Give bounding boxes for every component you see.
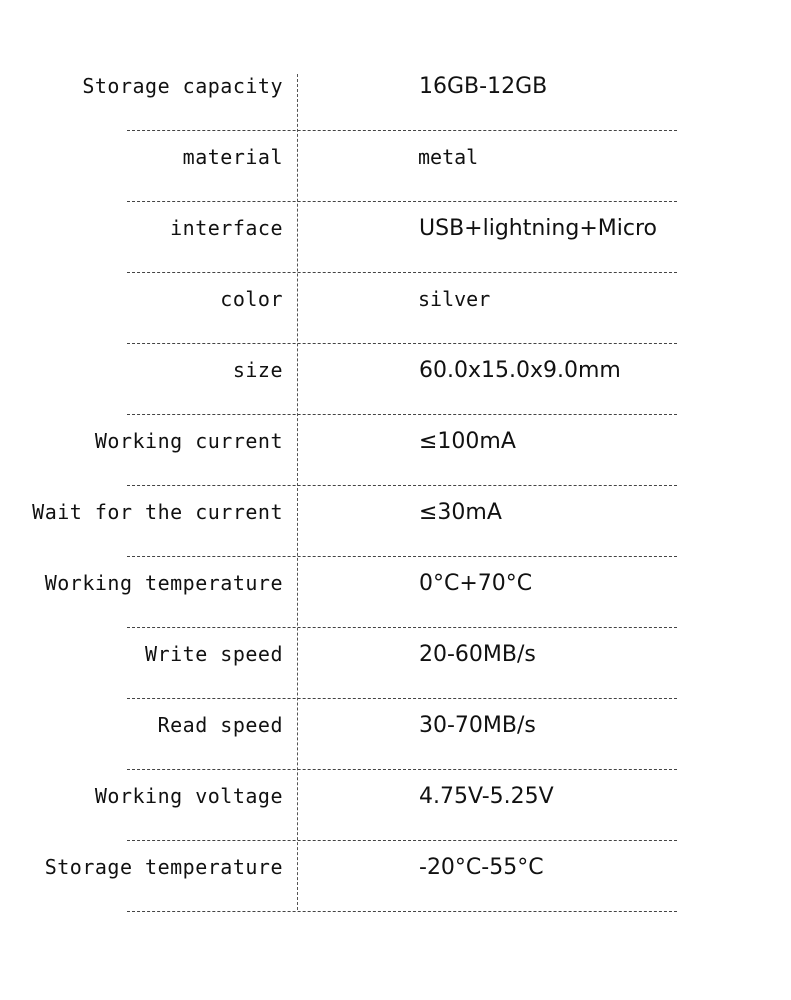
spec-row-interface: [0, 202, 791, 273]
spec-row-working-temperature: [0, 557, 791, 628]
spec-value: ≤30mA: [419, 500, 502, 525]
spec-row-storage-temperature: [0, 841, 791, 912]
spec-label: material: [182, 145, 283, 169]
spec-label: Working current: [94, 429, 283, 453]
row-divider: [127, 911, 677, 912]
spec-value: 60.0x15.0x9.0mm: [419, 358, 621, 383]
spec-label: color: [220, 287, 283, 311]
spec-label: Wait for the current: [32, 500, 283, 524]
spec-label: Storage temperature: [44, 855, 283, 879]
spec-value: 20-60MB/s: [419, 642, 536, 667]
spec-label: Working temperature: [44, 571, 283, 595]
spec-row-storage-capacity: [0, 60, 791, 131]
spec-value: 4.75V-5.25V: [419, 784, 554, 809]
spec-row-wait-current: [0, 486, 791, 557]
spec-label: Write speed: [145, 642, 283, 666]
spec-label: Storage capacity: [82, 74, 283, 98]
spec-value: silver: [418, 287, 491, 311]
spec-value: 16GB-12GB: [419, 74, 548, 99]
spec-value: ≤100mA: [419, 429, 516, 454]
spec-label: size: [232, 358, 283, 382]
spec-label: Working voltage: [94, 784, 283, 808]
spec-row-working-voltage: [0, 770, 791, 841]
spec-row-color: [0, 273, 791, 344]
spec-value: USB+lightning+Micro: [419, 216, 657, 241]
spec-label: Read speed: [157, 713, 283, 737]
spec-value: metal: [418, 145, 479, 169]
spec-row-read-speed: [0, 699, 791, 770]
spec-row-write-speed: [0, 628, 791, 699]
spec-value: -20°C-55°C: [419, 855, 544, 880]
spec-value: 30-70MB/s: [419, 713, 536, 738]
spec-row-working-current: [0, 415, 791, 486]
spec-row-size: [0, 344, 791, 415]
spec-value: 0°C+70°C: [419, 571, 533, 596]
spec-label: interface: [170, 216, 283, 240]
spec-table: [0, 60, 791, 910]
spec-row-material: [0, 131, 791, 202]
